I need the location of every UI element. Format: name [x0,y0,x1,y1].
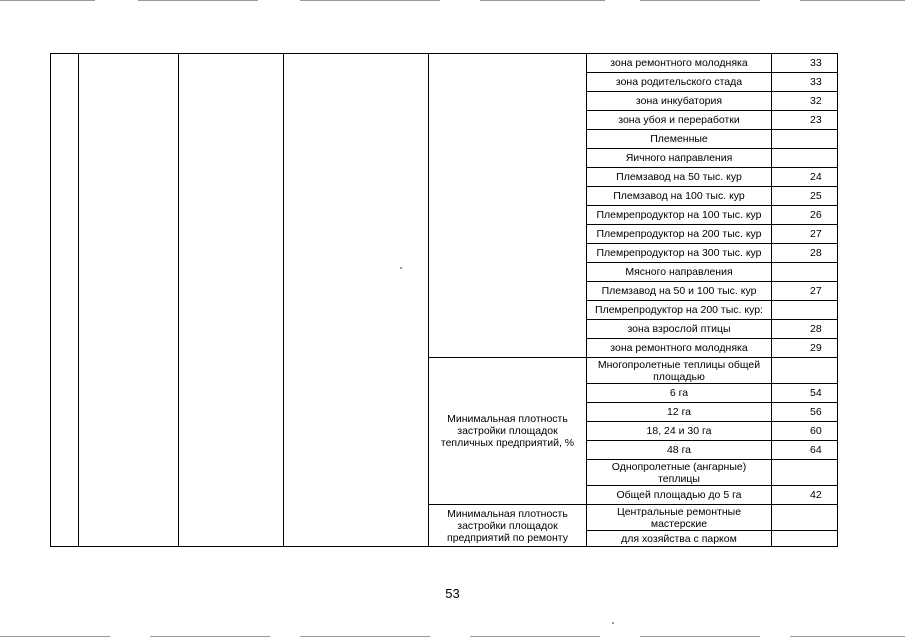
item-cell: Племзавод на 50 тыс. кур [587,168,772,187]
value-cell: 56 [772,403,838,422]
blank-cell-poultry-group [429,54,587,358]
value-cell [772,263,838,282]
item-cell: Однопролетные (ангарные) теплицы [587,460,772,486]
scan-edge-bottom-6 [790,636,905,637]
scan-edge-bottom-4 [470,636,600,637]
item-cell: для хозяйства с парком [587,531,772,547]
item-cell: зона инкубатория [587,92,772,111]
scan-edge-top-3 [300,0,440,1]
value-cell [772,358,838,384]
item-cell: зона ремонтного молодняка [587,339,772,358]
blank-cell-col4 [284,54,429,547]
item-cell: Племрепродуктор на 300 тыс. кур [587,244,772,263]
item-cell: Яичного направления [587,149,772,168]
value-cell [772,460,838,486]
value-cell: 60 [772,422,838,441]
value-cell: 25 [772,187,838,206]
item-cell: Центральные ремонтные мастерские [587,505,772,531]
norms-table [50,53,838,547]
item-cell: Племрепродуктор на 200 тыс. кур: [587,301,772,320]
item-cell: Племрепродуктор на 200 тыс. кур [587,225,772,244]
value-cell: 42 [772,486,838,505]
value-cell [772,149,838,168]
item-cell: зона родительского стада [587,73,772,92]
value-cell [772,130,838,149]
item-cell: зона ремонтного молодняка [587,54,772,73]
value-cell: 23 [772,111,838,130]
value-cell [772,531,838,547]
item-cell: Племенные [587,130,772,149]
blank-cell-col1 [51,54,79,547]
value-cell [772,301,838,320]
item-cell: 18, 24 и 30 га [587,422,772,441]
value-cell: 28 [772,320,838,339]
item-cell: зона убоя и переработки [587,111,772,130]
group-label-repair: Минимальная плотность застройки площадок предприятий по ремонту [429,505,587,547]
value-cell: 33 [772,54,838,73]
value-cell: 64 [772,441,838,460]
value-cell: 32 [772,92,838,111]
item-cell: 6 га [587,384,772,403]
scan-edge-bottom-3 [300,636,430,637]
scan-edge-bottom-2 [150,636,270,637]
item-cell: 48 га [587,441,772,460]
value-cell: 27 [772,282,838,301]
blank-cell-col2 [79,54,179,547]
scan-edge-top-5 [640,0,760,1]
value-cell: 54 [772,384,838,403]
table-row [51,54,838,73]
blank-cell-col3 [179,54,284,547]
value-cell: 24 [772,168,838,187]
group-label-greenhouse: Минимальная плотность застройки площадок тепличных предприятий, % [429,358,587,505]
scan-edge-top-2 [138,0,258,1]
value-cell: 33 [772,73,838,92]
scan-edge-top-4 [480,0,605,1]
item-cell: Мясного направления [587,263,772,282]
item-cell: Общей площадью до 5 га [587,486,772,505]
item-cell: Племзавод на 50 и 100 тыс. кур [587,282,772,301]
scan-speck [612,622,614,624]
value-cell: 29 [772,339,838,358]
scan-edge-top-6 [800,0,905,1]
item-cell: Племзавод на 100 тыс. кур [587,187,772,206]
item-cell: Многопролетные теплицы общей площадью [587,358,772,384]
scan-edge-top-1 [0,0,95,1]
item-cell: 12 га [587,403,772,422]
item-cell: зона взрослой птицы [587,320,772,339]
scan-edge-bottom-1 [0,636,110,637]
value-cell: 28 [772,244,838,263]
scan-edge-bottom-5 [640,636,760,637]
value-cell [772,505,838,531]
page-number: 53 [445,586,460,601]
item-cell: Племрепродуктор на 100 тыс. кур [587,206,772,225]
value-cell: 26 [772,206,838,225]
value-cell: 27 [772,225,838,244]
